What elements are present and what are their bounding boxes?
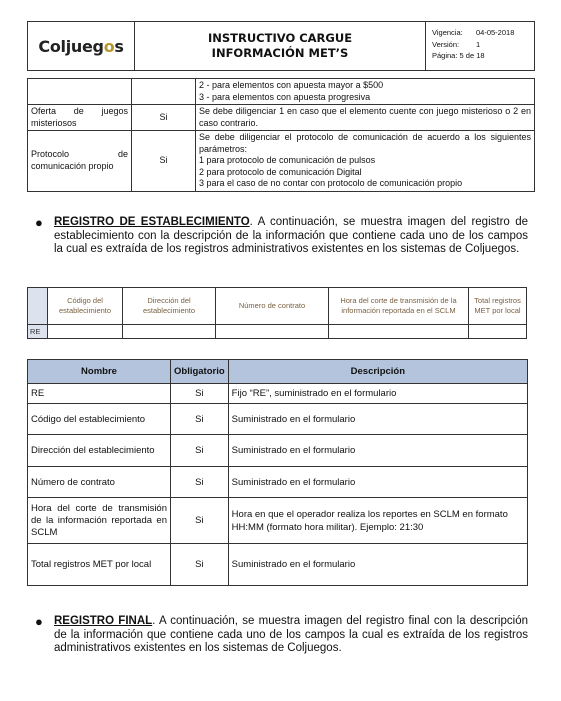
field-obligatorio: Si [132,131,196,192]
page-number: Página: 5 de 18 [432,51,485,60]
cell-line: 2 - para elementos con apuesta mayor a $500 [199,80,384,90]
bullet-text: . A continuación, se muestra imagen del registro de establecimiento con la descripción de la información que contiene cada uno de los campos la cual es extraída de los registros administrativos existentes en los sistemas de Coljuegos. [54,216,528,255]
table-row: Hora del corte de transmisión de la información reportada en SCLM Si Hora en que el operador realiza los reportes en SCLM en formato HH:MM (formato hora militar). Ejemplo: 21:30 [28,498,528,544]
bullet-icon: ● [35,215,43,230]
column-header: Nombre [28,360,171,384]
vigencia-label: Vigencia: [432,28,463,37]
table-row: Dirección del establecimiento Si Suministrado en el formulario [28,435,528,467]
continuation-table [27,78,535,192]
record-header-cell: Hora del corte de transmisión de la información reportada en el SCLM [329,288,469,325]
field-name: Protocolo de comunicación propio [28,131,132,192]
document-meta [426,22,534,70]
table-row [28,105,535,131]
logo-accent: o [103,36,115,56]
table-row: Código del establecimiento Si Suministrado en el formulario [28,404,528,435]
table-row: Total registros MET por local Si Suministrado en el formulario [28,544,528,586]
table-row [28,79,535,105]
record-header-cell: Número de contrato [216,288,329,325]
version-label: Versión: [432,39,460,49]
record-header-cell: Total registros MET por local [469,288,527,325]
bullet-registro-final [35,614,528,656]
record-data-row [28,325,527,339]
table-header-row [28,360,528,384]
table-row: Número de contrato Si Suministrado en el formulario [28,467,528,498]
bullet-icon: ● [35,614,43,629]
description-table [27,359,528,586]
document-title [135,22,426,70]
field-obligatorio: Si [132,105,196,131]
table-row [28,131,535,192]
column-header: Obligatorio [171,360,229,384]
coljuegos-logo [28,22,135,70]
bullet-text: . A continuación, se muestra imagen del registro final con la descripción de la información que contiene cada uno de los campos la cual es extraída de los registros administrativos existentes en los sistemas de Coljuegos. [54,615,528,654]
document-header [27,21,535,71]
table-row: RE Si Fijo “RE”, suministrado en el formulario [28,384,528,404]
logo-text: Coljuegos [38,36,124,56]
record-type-cell: RE [28,325,48,339]
bullet-lead: REGISTRO DE ESTABLECIMIENTO [54,216,250,228]
vigencia-value: 04-05-2018 [476,28,515,37]
title-line-1: INSTRUCTIVO CARGUE [207,31,353,45]
field-description: Se debe diligenciar 1 en caso que el elemento cuente con juego misterioso o 2 en caso contrario. [196,105,535,131]
bullet-lead: REGISTRO FINAL [54,615,153,627]
version-value: 1 [476,39,481,49]
field-name: Oferta de juegos misteriosos [28,105,132,131]
title-line-2: INFORMACIÓN MET’S [211,46,349,60]
cell-line: 3 - para elementos con apuesta progresiva [199,91,371,102]
column-header: Descripción [228,360,527,384]
record-header-row [28,288,527,325]
field-description: Se debe diligenciar el protocolo de comunicación de acuerdo a los siguientes parámetros: 1 para protocolo de comunicación de pulsos 2 para protocolo de comunicación Digital 3 para el caso de no contar con protocolo de comunicación propio [196,131,535,192]
record-header-cell: Dirección del establecimiento [123,288,216,325]
record-header-cell: Código del establecimiento [48,288,123,325]
bullet-registro-establecimiento [35,215,528,257]
record-layout-image [27,287,527,339]
